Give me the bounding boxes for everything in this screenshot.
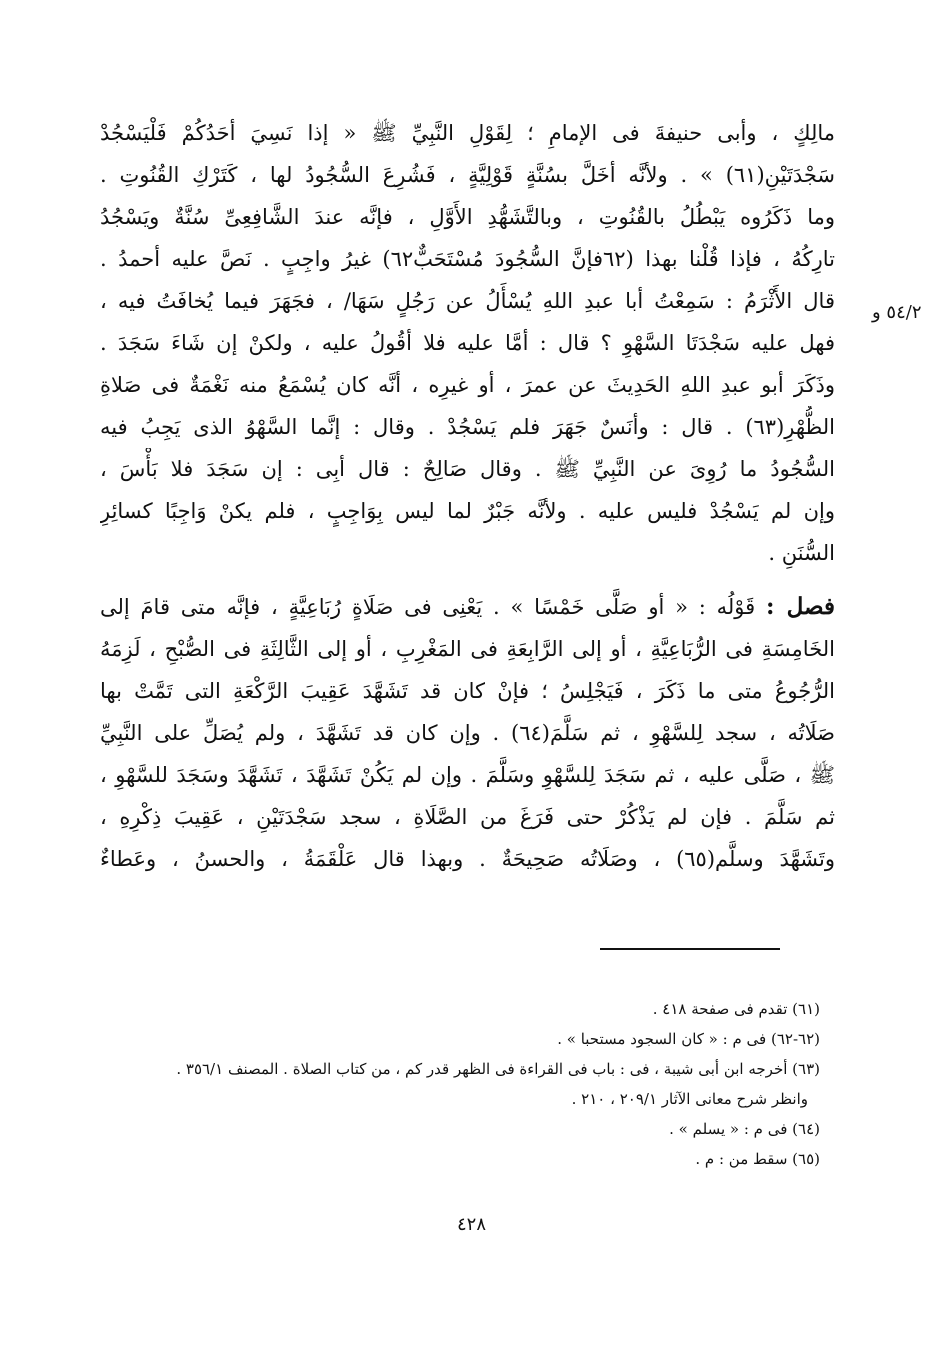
main-text <box>100 112 835 880</box>
section-line-text: قَوْلُه : « أو صَلَّى خَمْسًا » . يَعْنِى فى صَلَاةٍ رُبَاعِيَّةٍ ، فإنَّه متى قامَ إلى <box>100 595 756 619</box>
body-line: الظُّهْرِ(٦٣) . قال : وأنَسٌ جَهَرَ فلم يَسْجُدْ . وقال : إنَّما السَّهْوُ الذى يَجِبُ فيه <box>100 415 835 439</box>
body-line: فهل عليه سَجْدَتَا السَّهْوِ ؟ قال : أمَّا عليه فلا أقُولُ عليه ، ولكنْ إن شَاءَ سَجَدَ . <box>100 331 835 355</box>
page-number: ٤٢٨ <box>456 1214 486 1235</box>
section-line: ثم سَلَّمَ . فإن لم يَذْكُرْ حتى فَرَغَ من الصَّلَاةِ ، سجد سَجْدَتَيْنِ ، عَقِيبَ ذِكْرِهِ ، <box>100 805 835 829</box>
body-line: قال الأَثْرَمُ : سَمِعْتُ أبا عبدِ اللهِ يُسْأَلُ عن رَجُلٍ سَهَا/ ، فجَهَرَ فيما يُخافَتُ فيه ، <box>100 289 835 313</box>
footnote: (٦٢-٦٢) فى م : « كان السجود مستحبا » . <box>557 1030 820 1048</box>
footnote: (٦٣) أخرجه ابن أبى شيبة ، فى : باب فى القراءة فى الظهر قدر كم ، من كتاب الصلاة . المصنف ٣٥٦/١ . <box>176 1060 820 1078</box>
margin-reference: ٥٤/٢ و <box>872 302 922 323</box>
body-line: وذَكَرَ أبو عبدِ اللهِ الحَدِيثَ عن عمرَ ، أو غيرِه ، أنَّه كان يُسْمَعُ منه نَغْمَةٌ فى صَلاةِ <box>100 373 835 397</box>
footnote: (٦٥) سقط من : م . <box>695 1150 820 1168</box>
section-heading: فصل : <box>766 593 835 620</box>
footnote-continuation: وانظر شرح معانى الآثار ٢٠٩/١ ، ٢١٠ . <box>571 1090 808 1108</box>
body-line: السُّجُودُ ما رُوِىَ عن النَّبِيِّ ﷺ . وقال صَالِحٌ : قال أبِى : إن سَجَدَ فلا بَأْسَ ، <box>100 457 835 481</box>
footnote-separator <box>600 948 780 950</box>
section-line: صَلَاتُه ، سجد لِلسَّهْوِ ، ثم سَلَّمَ(٦٤) . وإن كان قد تَشَهَّدَ ، ولم يُصَلِّ على النَّبِيِّ <box>100 721 835 745</box>
section-first-line <box>100 586 835 628</box>
section-line: وتَشَهَّدَ وسلَّم(٦٥) ، وصَلَاتُه صَحِيحَةٌ . وبهذا قال عَلْقَمَةُ ، والحسنُ ، وعَطاءٌ <box>100 847 835 871</box>
section-line: ﷺ ، صَلَّى عليه ، ثم سَجَدَ لِلسَّهْوِ وسَلَّمَ . وإن لم يَكُنْ تَشَهَّدَ ، تَشَهَّدَ وسَجَدَ للسَّهْوِ ، <box>100 763 835 787</box>
body-line: وإن لم يَسْجُدْ فليس عليه . ولأنَّه جَبْرٌ لما ليس بِوَاجِبٍ ، فلم يكنْ وَاجِبًا كسائِرِ <box>100 499 835 523</box>
body-line: مالِكٍ ، وأبى حنيفةَ فى الإمامِ ؛ لِقَوْلِ النَّبِيِّ ﷺ « إذا نَسِيَ أحَدُكُمْ فَلْيَسْجُدْ <box>100 121 835 145</box>
body-line: وما ذَكَرُوه يَبْطُلُ بالقُنُوتِ ، وبالتَّشَهُّدِ الأَوَّلِ ، فإنَّه عندَ الشَّافِعِىِّ سُنَّةٌ ويَسْجُدُ <box>100 205 835 229</box>
body-line: السُّنَنِ . <box>768 541 835 565</box>
footnote: (٦١) تقدم فى صفحة ٤١٨ . <box>652 1000 820 1018</box>
section-line: الرُّجُوعُ متى ما ذَكَرَ ، فَيَجْلِسُ ؛ فإنْ كان قد تَشَهَّدَ عَقِيبَ الرَّكْعَةِ التى تَمَّتْ بها <box>100 679 835 703</box>
body-line: تارِكُهُ ، فإذا قُلْنا بهذا (٦٢فإنَّ السُّجُودَ مُسْتَحَبٌّ٦٢) غيرُ واجِبٍ . نَصَّ عليه أحمدُ . <box>100 247 835 271</box>
footnote: (٦٤) فى م : « يسلم » . <box>669 1120 820 1138</box>
body-line: سَجْدَتَيْنِ(٦١) » . ولأنَّه أخَلَّ بسُنَّةٍ قَوْلِيَّةٍ ، فَشُرِعَ السُّجُودُ لها ، كَتَرْكِ القُنُوتِ . <box>100 163 835 187</box>
footnotes <box>120 994 820 1174</box>
section-line: الخَامِسَةِ فى الرُّبَاعِيَّةِ ، أو إلى الرَّابِعَةِ فى المَغْرِبِ ، أو إلى الثَّالِثَةِ فى الصُّبْحِ ، لَزِمَهُ <box>100 637 835 661</box>
